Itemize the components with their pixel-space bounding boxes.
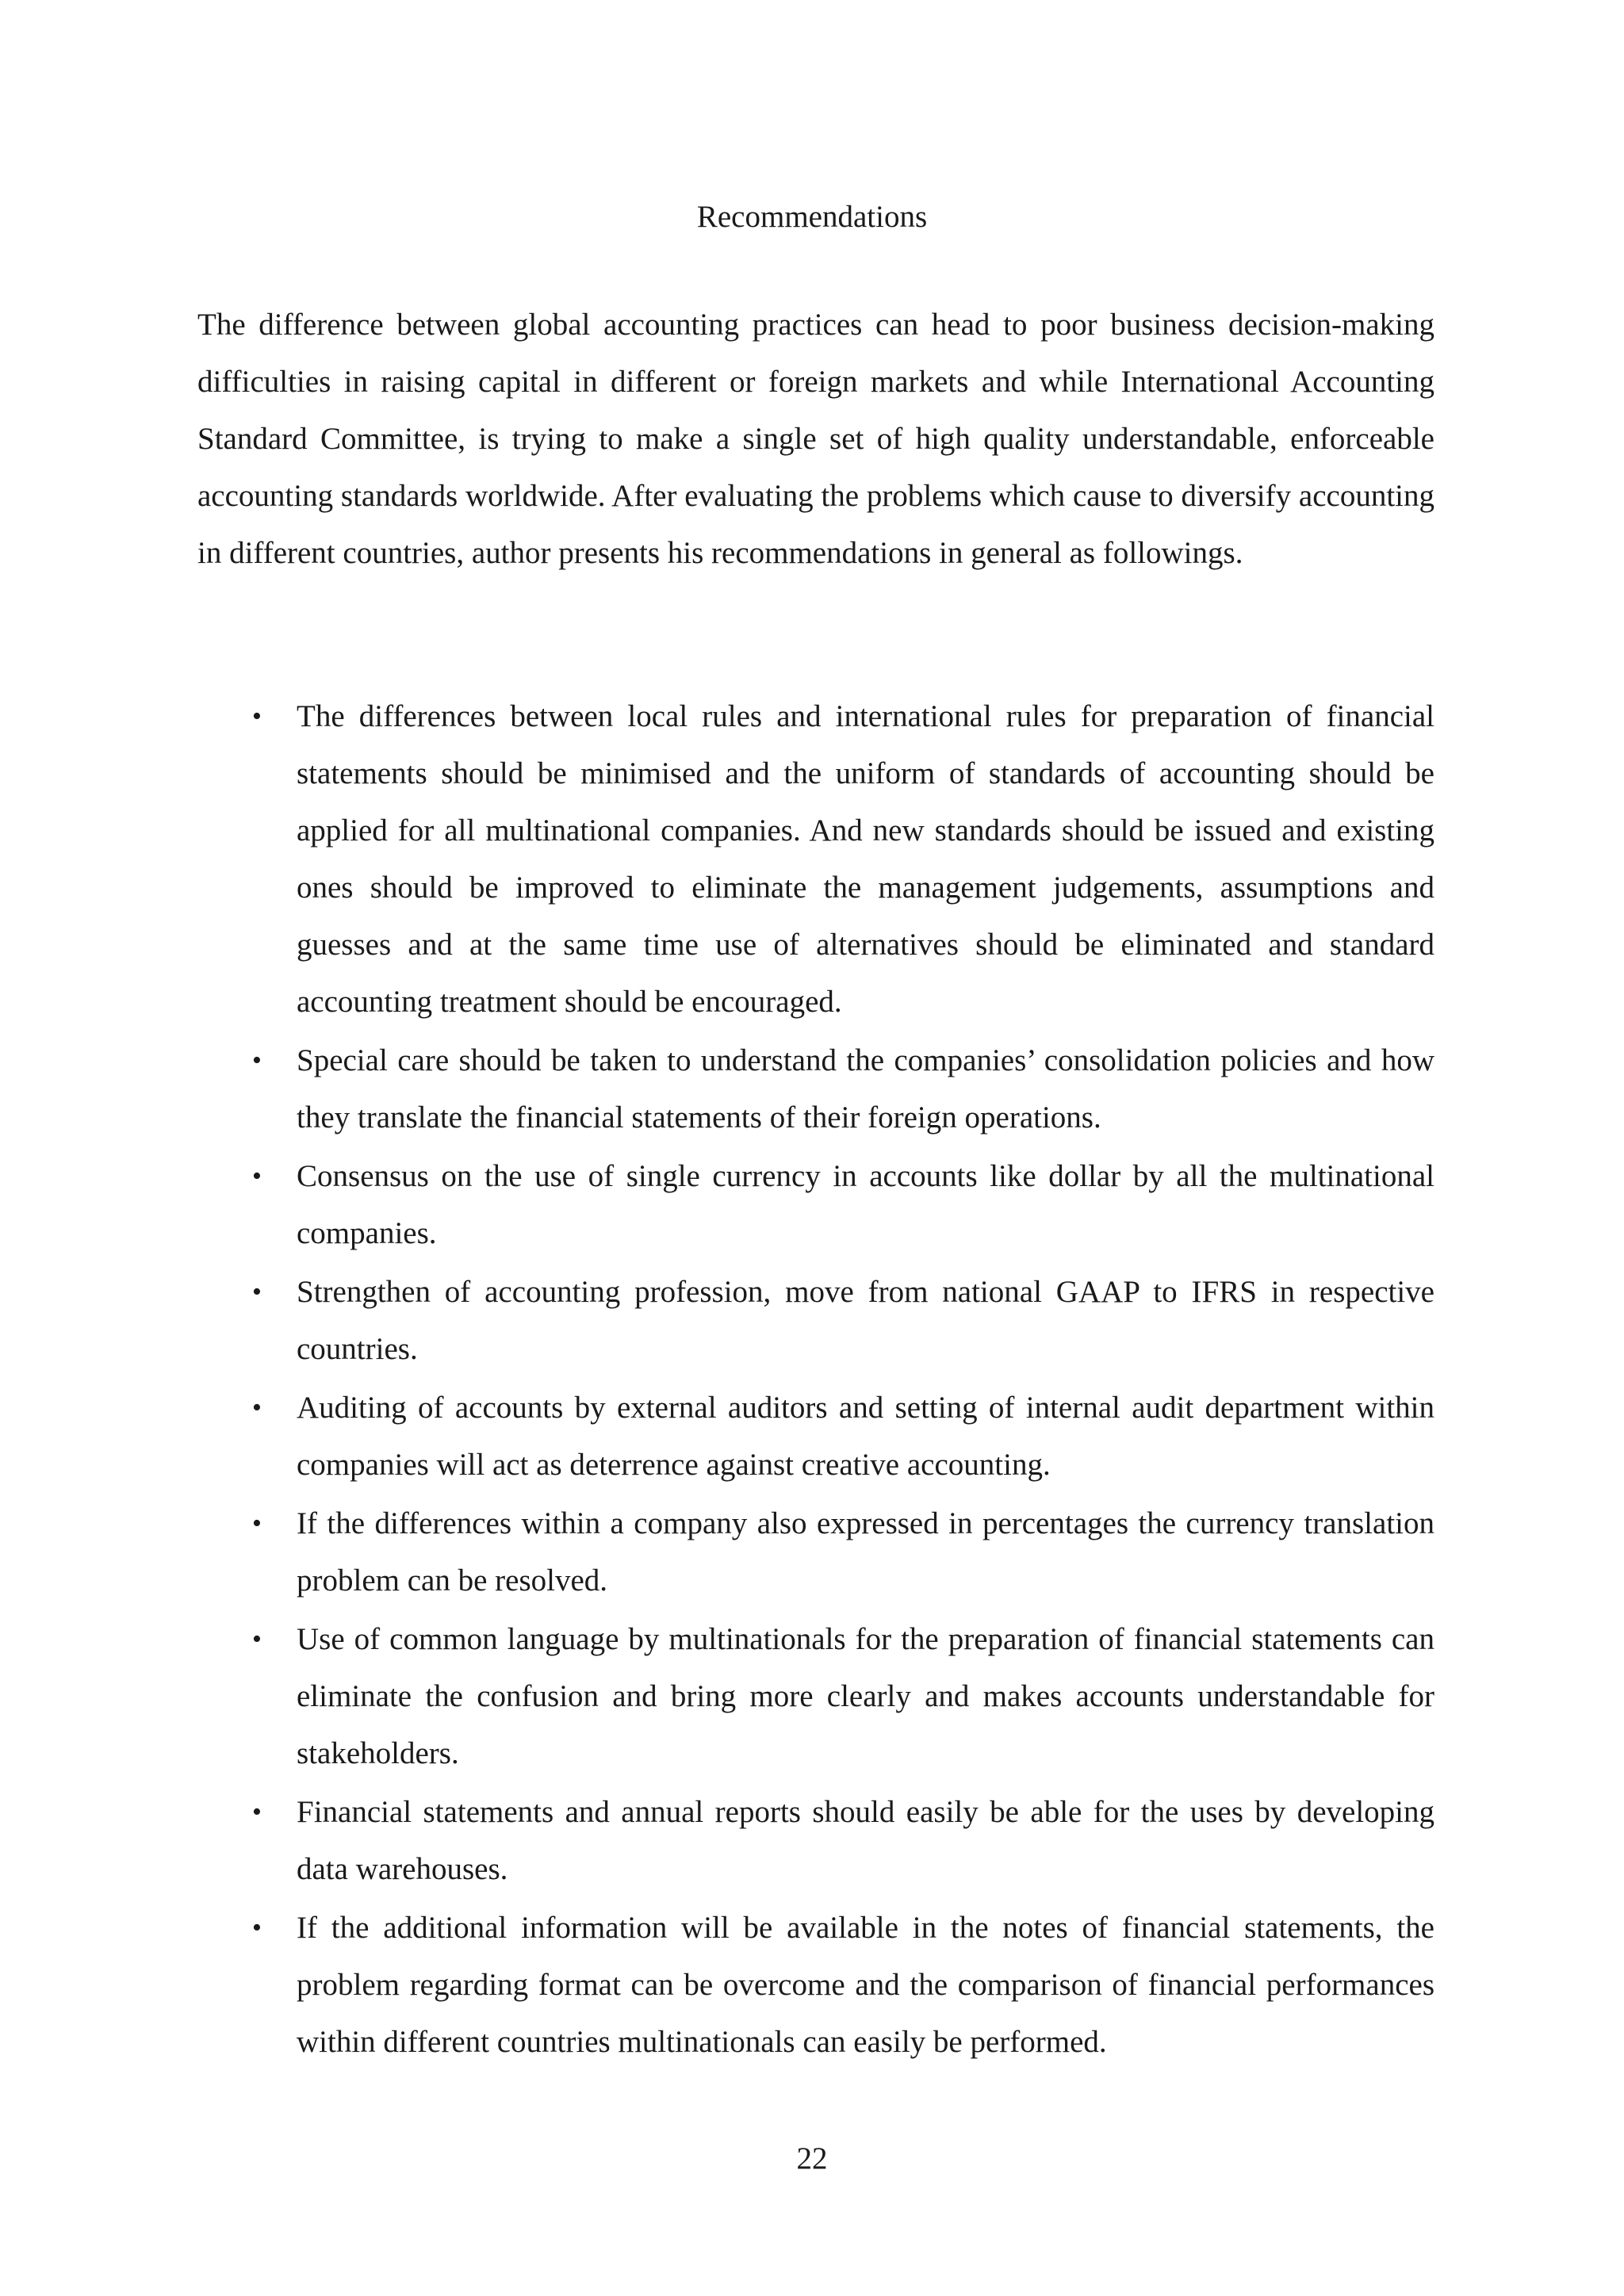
bullet-icon: • <box>252 1046 262 1075</box>
recommendations-list <box>252 688 1434 2072</box>
list-item <box>252 1611 1434 1782</box>
list-item <box>252 1264 1434 1378</box>
list-item <box>252 1032 1434 1146</box>
list-item-text: Use of common language by multinationals for the preparation of financial statements can eliminate the confusion and bring more clearly and makes accounts understandable for stakeholders. <box>297 1622 1434 1770</box>
list-item-text: Consensus on the use of single currency in accounts like dollar by all the multinational companies. <box>297 1159 1434 1250</box>
list-item-text: Special care should be taken to understand the companies’ consolidation policies and how they translate the financial statements of their foreign operations. <box>297 1043 1434 1135</box>
bullet-icon: • <box>252 1913 262 1942</box>
intro-paragraph: The difference between global accounting practices can head to poor business decision-making difficulties in raising capital in different or foreign markets and while International Accounting Standard Committee, is trying to make a single set of high quality understandable, enforceable accounting standards worldwide. After evaluating the problems which cause to diversify accounting in different countries, author presents his recommendations in general as followings. <box>197 308 1434 570</box>
list-item-text: If the differences within a company also expressed in percentages the currency translation problem can be resolved. <box>297 1506 1434 1598</box>
section-heading: Recommendations <box>696 200 928 234</box>
bullet-icon: • <box>252 1393 262 1422</box>
page-number: 22 <box>796 2141 828 2175</box>
bullet-icon: • <box>252 702 262 731</box>
list-item <box>252 1380 1434 1494</box>
list-item-text: Financial statements and annual reports should easily be able for the uses by developing data warehouses. <box>297 1795 1434 1886</box>
list-item-text: Strengthen of accounting profession, move from national GAAP to IFRS in respective countries. <box>297 1275 1434 1366</box>
list-item <box>252 1900 1434 2071</box>
list-item-text: If the additional information will be available in the notes of financial statements, the problem regarding format can be overcome and the comparison of financial performances within different countries multinationals can easily be performed. <box>297 1911 1434 2059</box>
list-item-text: The differences between local rules and international rules for preparation of financial statements should be minimised and the uniform of standards of accounting should be applied for all multinational companies. And new standards should be issued and existing ones should be improved to eliminate the management judgements, assumptions and guesses and at the same time use of alternatives should be eliminated and standard accounting treatment should be encouraged. <box>297 699 1434 1019</box>
bullet-icon: • <box>252 1161 262 1191</box>
list-item <box>252 1784 1434 1898</box>
list-item <box>252 1495 1434 1609</box>
list-item-text: Auditing of accounts by external auditors and setting of internal audit department within companies will act as deterrence against creative accounting. <box>297 1391 1434 1482</box>
bullet-icon: • <box>252 1509 262 1538</box>
list-item <box>252 688 1434 1031</box>
bullet-icon: • <box>252 1624 262 1654</box>
bullet-icon: • <box>252 1797 262 1827</box>
bullet-icon: • <box>252 1277 262 1307</box>
list-item <box>252 1148 1434 1262</box>
